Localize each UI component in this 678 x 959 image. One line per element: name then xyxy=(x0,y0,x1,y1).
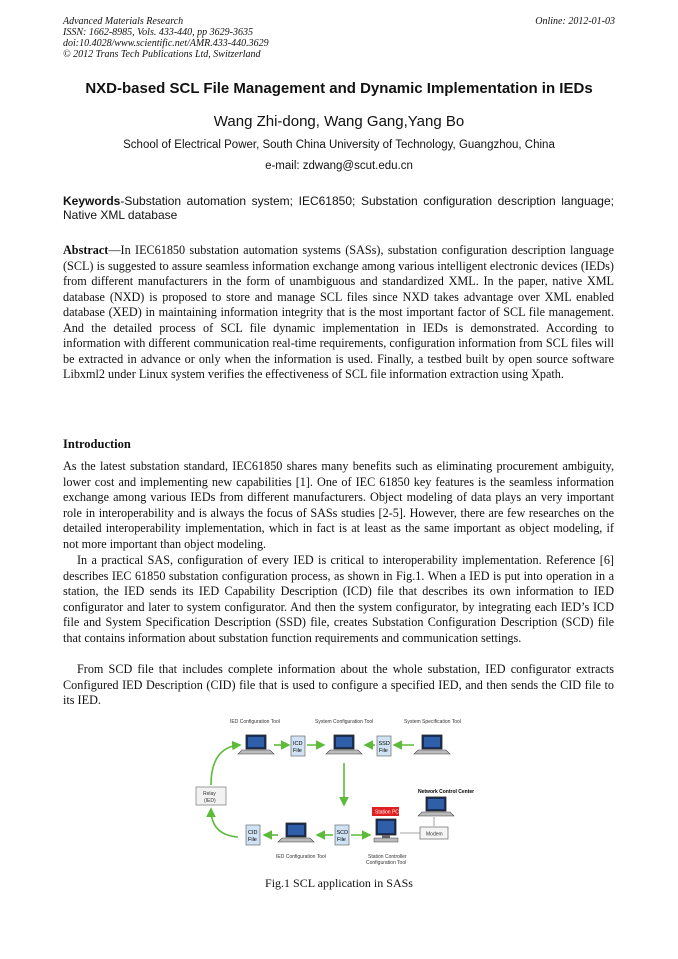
arrow xyxy=(211,809,238,837)
relay-ied-box xyxy=(196,787,226,805)
intro-paragraph-3: From SCD file that includes complete information about the whole substation, IED configurator extracts Configured IED Description (CID) file that is used to configure a specified IED, and then sends the CID file to its IED. xyxy=(63,662,614,707)
figure-scl-application xyxy=(190,713,490,873)
laptop-icon xyxy=(238,735,274,754)
keywords-text: -Substation automation system; IEC61850; Substation configuration description language; Native XML database xyxy=(63,194,614,222)
laptop-icon xyxy=(326,735,362,754)
online-date: Online: 2012-01-03 xyxy=(535,16,615,27)
relay-sub-label: (IED) xyxy=(204,798,216,804)
label-ied-config-tool-top: IED Configuration Tool xyxy=(230,719,280,725)
laptop-icon xyxy=(278,823,314,842)
file-word: File xyxy=(293,748,302,754)
file-word: File xyxy=(337,837,346,843)
scd-file-label: SCD xyxy=(336,830,349,836)
abstract-label: Abstract xyxy=(63,243,109,257)
intro-paragraph-1: As the latest substation standard, IEC61850 shares many benefits such as eliminating procurement ambiguity, lower cost and implementing new capabilities [1]. One of IEC 61850 key features is the seamless information exchange among various IEDs from different manufacturers. Object modeling of data plays an very important role in interoperability and is always the focus of SASs studies [2-5]. However, there are few researches on the detailed interoperability implementation, which in fact is at least as the same important as object modeling, if not more important than object modeling. xyxy=(63,459,614,551)
paper-title: NXD-based SCL File Management and Dynamic Implementation in IEDs xyxy=(85,80,593,97)
figure-caption: Fig.1 SCL application in SASs xyxy=(265,876,413,890)
label-ied-config-tool-bottom: IED Configuration Tool xyxy=(276,854,326,860)
arrow xyxy=(211,745,240,785)
label-station-controller-config: Configuration Tool xyxy=(366,860,407,866)
doi-line: doi:10.4028/www.scientific.net/AMR.433-440.3629 xyxy=(63,38,269,49)
journal-name: Advanced Materials Research xyxy=(63,16,184,27)
cid-file-icon xyxy=(246,825,260,845)
label-network-control-center: Network Control Center xyxy=(418,789,475,795)
section-heading-introduction: Introduction xyxy=(63,437,131,451)
journal-header xyxy=(63,16,269,60)
icd-file-icon xyxy=(291,736,305,756)
keywords-label: Keywords xyxy=(63,194,121,208)
station-pc-label: Station PC xyxy=(375,809,399,816)
relay-label: Relay xyxy=(203,791,216,797)
issn-line: ISSN: 1662-8985, Vols. 433-440, pp 3629-3635 xyxy=(63,27,253,38)
laptop-icon xyxy=(414,735,450,754)
network-center-laptop-icon xyxy=(418,797,454,816)
modem-label: Modem xyxy=(426,831,443,838)
ssd-file-icon xyxy=(377,736,391,756)
ssd-file-label: SSD xyxy=(378,741,390,747)
abstract-text: —In IEC61850 substation automation systems (SASs), substation configuration description language (SCL) is suggested to assure seamless information exchange among various intelligent electronic devices (IEDs) from different manufacturers in the form of unambiguous and standardized XML. In the paper, native XML database (NXD) is proposed to store and manage SCL files since NXD takes advantage over XML enabled database (XED) in maintaining information integrity that is the most important factor of SCL file management. And the detailed process of SCL file dynamic implementation in IEDs is demonstrated. According to information with different communication real-time requirements, configuration information from SCL files will be extracted in advance or only when the information is used. Finally, a testbed built by open source software Libxml2 under Linux system verifies the effectiveness of SCL file information extraction using Xpath. xyxy=(63,243,614,381)
email: e-mail: zdwang@scut.edu.cn xyxy=(265,160,413,172)
keywords xyxy=(63,194,614,222)
cid-file-label: CID xyxy=(248,830,258,836)
file-word: File xyxy=(379,748,388,754)
scl-diagram xyxy=(190,713,490,873)
paper-authors: Wang Zhi-dong, Wang Gang,Yang Bo xyxy=(213,113,465,130)
scd-file-icon xyxy=(335,825,349,845)
station-pc-badge xyxy=(372,807,399,816)
label-system-config-tool: System Configuration Tool xyxy=(315,719,374,725)
desktop-icon xyxy=(374,819,398,842)
affiliation: School of Electrical Power, South China University of Technology, Guangzhou, China xyxy=(123,139,555,151)
copyright-line: © 2012 Trans Tech Publications Ltd, Switzerland xyxy=(63,49,261,60)
modem-box xyxy=(420,827,448,839)
intro-paragraph-2: In a practical SAS, configuration of every IED is critical to interoperability implementation. Reference [6] describes IEC 61850 substation configuration process, as shown in Fig.1. When a IED is put into operation in a station, the IED sends its IED Capability Description (ICD) file that describes its own information to IED configurator and later to system configurator. And then the system configurator, by integrating each IED’s ICD file and System Specification Description (SSD) file, creates Substation Configuration Description (SCD) file that contains information about substation function requirements and communication settings. xyxy=(63,553,614,645)
icd-file-label: ICD xyxy=(293,741,303,747)
abstract xyxy=(63,243,614,383)
file-word: File xyxy=(248,837,257,843)
label-station-controller: Station Controller xyxy=(368,854,407,860)
label-system-spec-tool: System Specification Tool xyxy=(404,719,461,725)
